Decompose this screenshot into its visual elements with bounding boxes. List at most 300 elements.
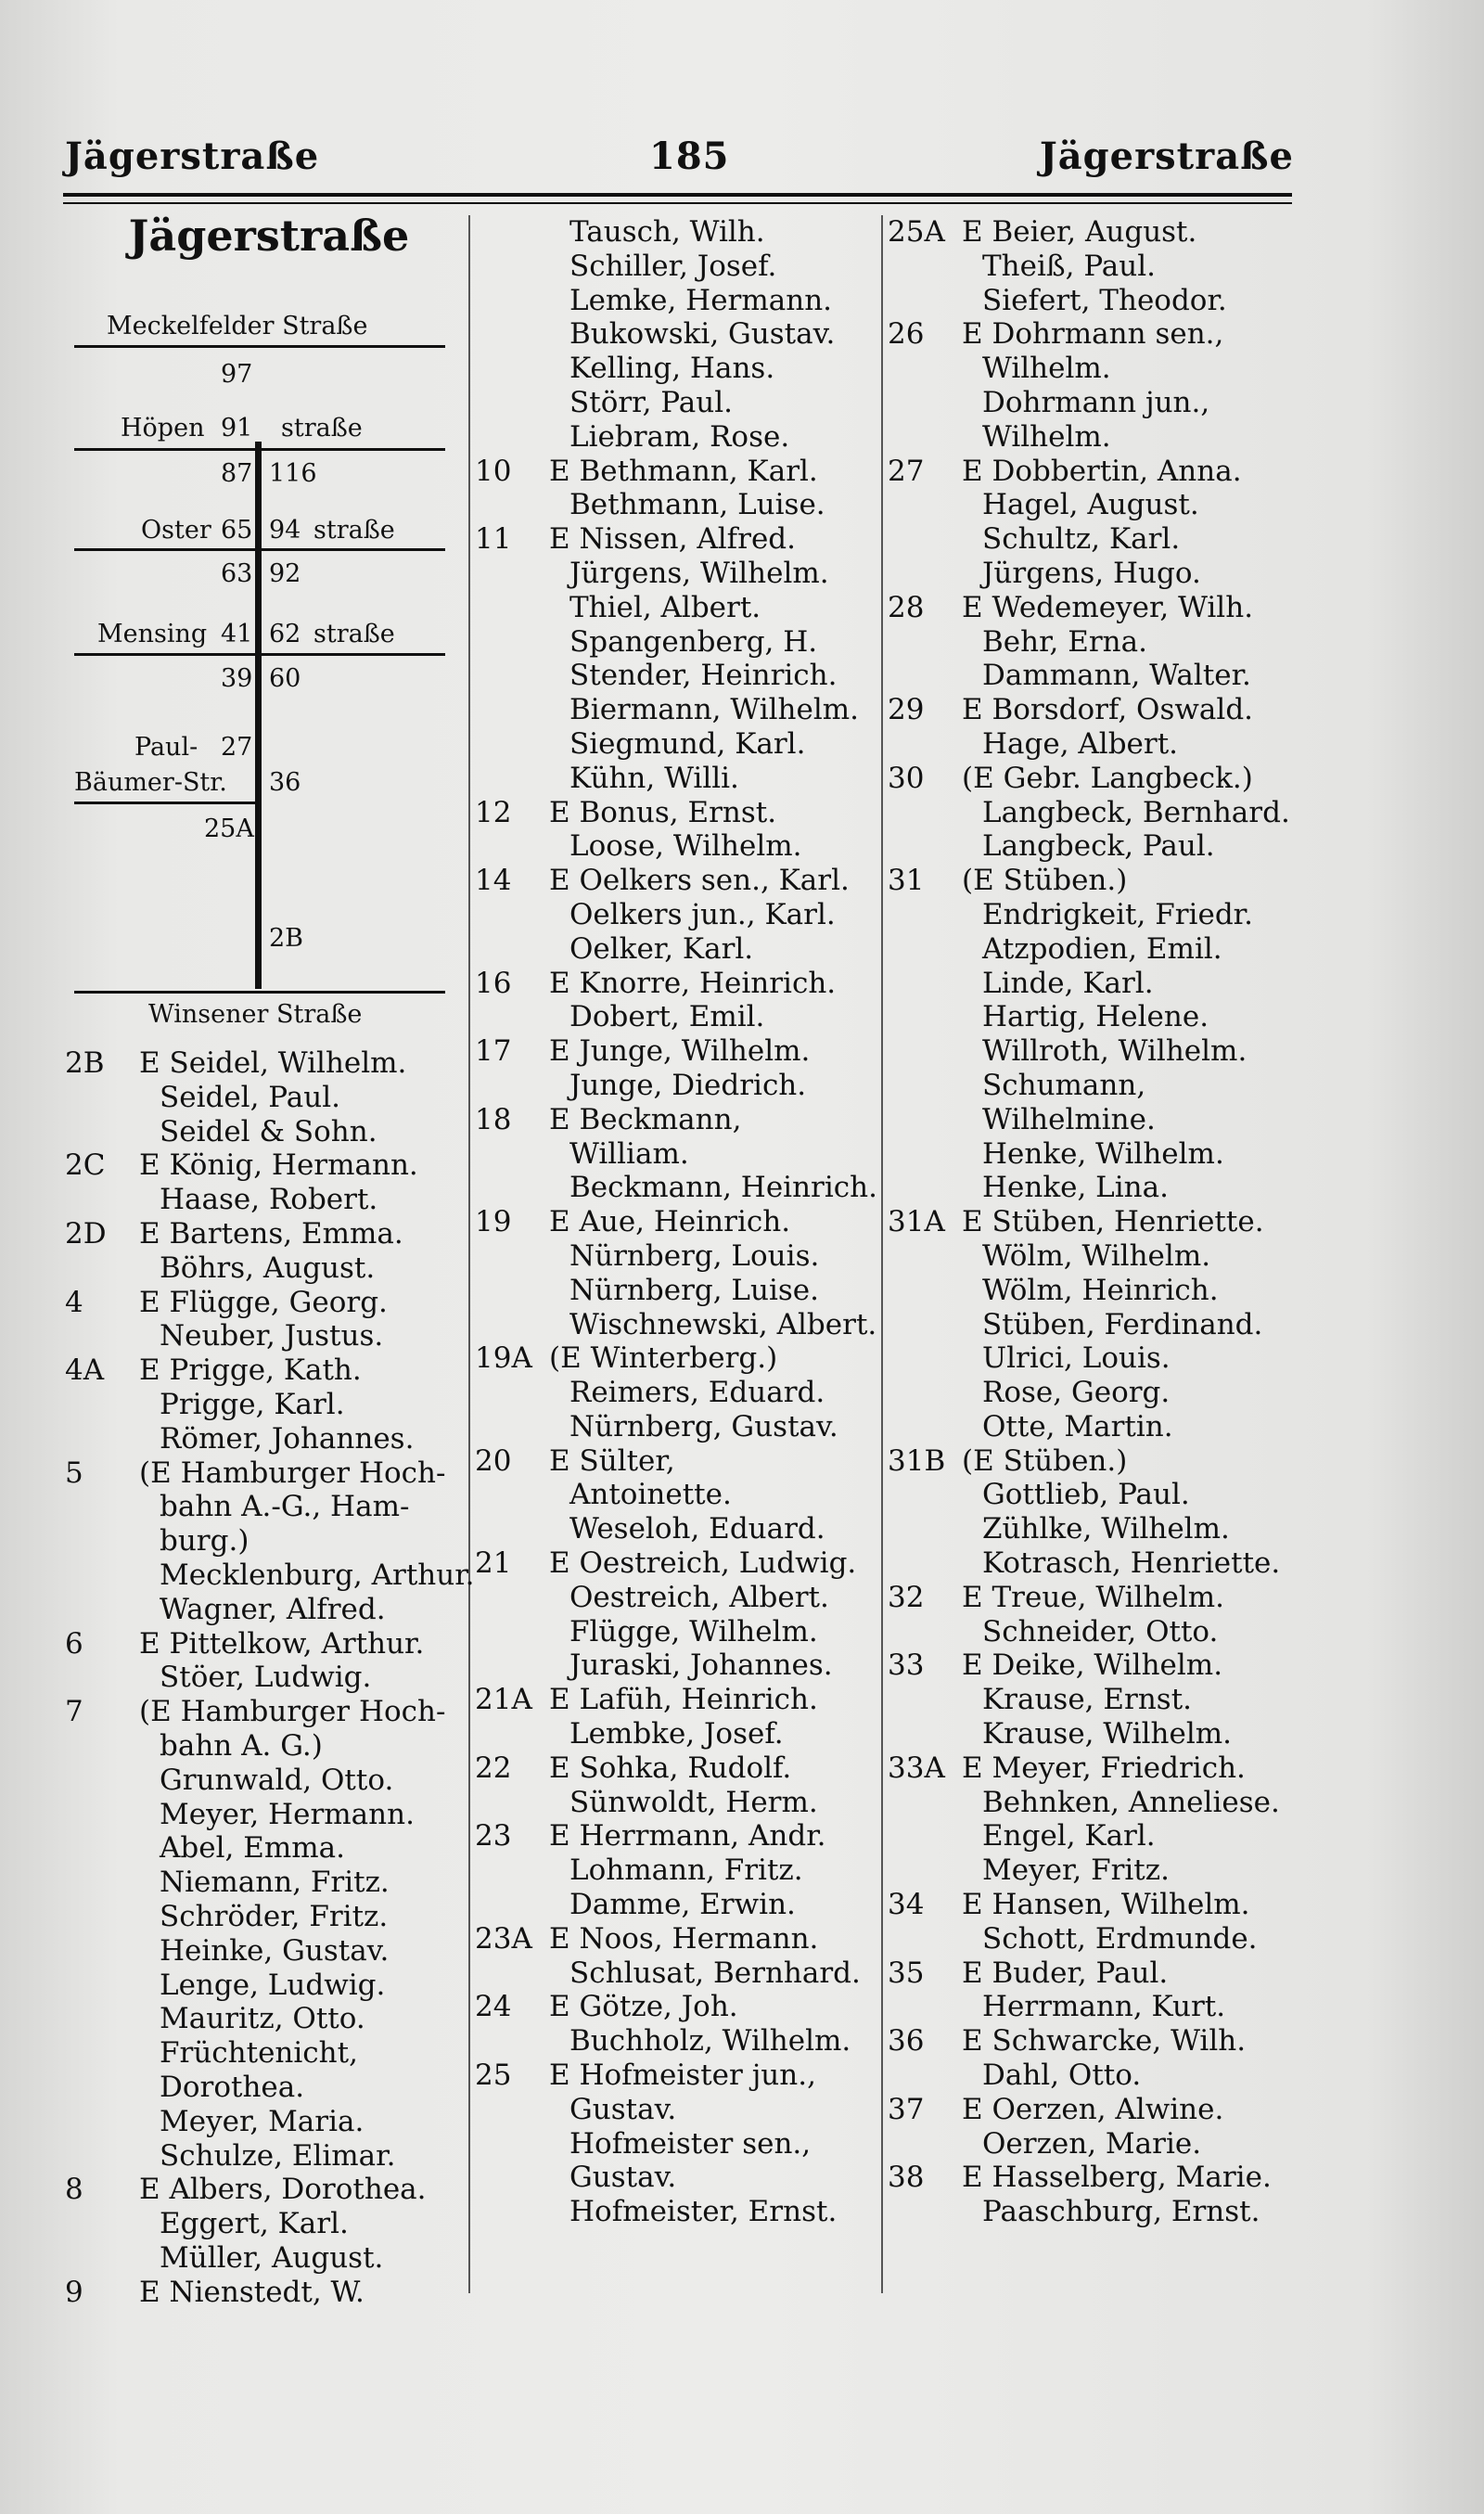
header-rule-thin xyxy=(63,202,1292,204)
resident-name: E Borsdorf, Oswald. xyxy=(962,693,1254,727)
resident-name: E Sülter, xyxy=(549,1443,675,1478)
resident-name: Krause, Wilhelm. xyxy=(982,1717,1233,1751)
directory-entry xyxy=(475,2024,883,2059)
directory-entry xyxy=(475,317,883,352)
directory-entry xyxy=(475,1751,883,1786)
house-number: 36 xyxy=(269,768,301,797)
house-number: 39 xyxy=(221,664,253,693)
resident-name: E Treue, Wilhelm. xyxy=(962,1580,1224,1614)
house-number: 65 xyxy=(221,516,253,545)
directory-entry xyxy=(888,284,1296,318)
directory-entry xyxy=(888,591,1296,625)
resident-name: (E Winterberg.) xyxy=(549,1341,778,1376)
resident-name: Wilhelmine. xyxy=(982,1102,1156,1136)
resident-name: E Wedemeyer, Wilh. xyxy=(962,590,1254,624)
resident-name: Oelkers jun., Karl. xyxy=(569,897,836,931)
directory-entry xyxy=(475,1546,883,1581)
directory-entry xyxy=(65,2036,473,2071)
resident-name: Tausch, Wilh. xyxy=(569,215,765,249)
directory-entry xyxy=(475,1069,883,1103)
directory-entry xyxy=(888,1205,1296,1239)
directory-entry xyxy=(65,1524,473,1558)
resident-name: E Bonus, Ernst. xyxy=(549,795,777,829)
entry-list xyxy=(65,1046,473,2309)
directory-entry xyxy=(888,1581,1296,1615)
resident-name: E Oelkers sen., Karl. xyxy=(549,864,850,898)
directory-entry xyxy=(475,1888,883,1922)
directory-entry xyxy=(65,1319,473,1353)
house-number: 7 xyxy=(65,1695,83,1729)
resident-name: E Schwarcke, Wilh. xyxy=(962,2024,1247,2059)
directory-entry xyxy=(65,2173,473,2207)
resident-name: E Albers, Dorothea. xyxy=(139,2173,427,2207)
directory-entry xyxy=(475,625,883,660)
resident-name: Antoinette. xyxy=(569,1478,732,1512)
directory-entry xyxy=(65,2105,473,2139)
directory-entry xyxy=(475,932,883,967)
directory-entry xyxy=(475,1648,883,1683)
resident-name: Jürgens, Wilhelm. xyxy=(569,556,829,590)
house-number: 2B xyxy=(269,924,304,953)
directory-entry xyxy=(475,1819,883,1853)
directory-entry xyxy=(888,1751,1296,1786)
resident-name: E Bethmann, Karl. xyxy=(549,454,818,488)
resident-name: Kelling, Hans. xyxy=(569,352,775,386)
resident-name: Beckmann, Heinrich. xyxy=(569,1171,877,1205)
resident-name: Prigge, Karl. xyxy=(160,1387,345,1421)
directory-entry xyxy=(475,727,883,762)
house-number: 6 xyxy=(65,1626,83,1661)
resident-name: (E Stüben.) xyxy=(962,1443,1128,1478)
resident-name: Schultz, Karl. xyxy=(982,522,1181,557)
cross-street-line xyxy=(74,653,445,656)
resident-name: Dohrmann jun., xyxy=(982,385,1210,419)
directory-entry xyxy=(888,796,1296,830)
directory-entry xyxy=(888,215,1296,250)
house-number: 62 xyxy=(269,620,301,648)
directory-entry xyxy=(888,1034,1296,1069)
house-number: 25A xyxy=(888,215,945,249)
resident-name: E Oestreich, Ludwig. xyxy=(549,1546,857,1581)
directory-entry xyxy=(475,762,883,796)
directory-entry xyxy=(65,1217,473,1251)
directory-entry xyxy=(475,420,883,455)
resident-name: bahn A.-G., Ham- xyxy=(160,1490,410,1524)
directory-entry xyxy=(475,2161,883,2195)
house-number: 2B xyxy=(65,1046,105,1080)
resident-name: E Buder, Paul. xyxy=(962,1956,1169,1990)
directory-entry xyxy=(475,1478,883,1512)
directory-entry xyxy=(475,488,883,522)
directory-entry xyxy=(475,967,883,1001)
directory-entry xyxy=(888,625,1296,660)
resident-name: Gottlieb, Paul. xyxy=(982,1478,1190,1512)
resident-name: Siegmund, Karl. xyxy=(569,726,806,761)
house-number: 11 xyxy=(475,522,512,557)
resident-name: Eggert, Karl. xyxy=(160,2207,349,2241)
resident-name: Engel, Karl. xyxy=(982,1819,1156,1853)
resident-name: Oerzen, Marie. xyxy=(982,2126,1202,2161)
resident-name: Otte, Martin. xyxy=(982,1409,1173,1443)
house-number: 21 xyxy=(475,1546,512,1581)
resident-name: Schneider, Otto. xyxy=(982,1614,1219,1648)
directory-entry xyxy=(888,488,1296,522)
resident-name: E Junge, Wilhelm. xyxy=(549,1034,811,1069)
directory-entry xyxy=(65,1046,473,1081)
directory-entry xyxy=(475,1000,883,1034)
resident-name: Römer, Johannes. xyxy=(160,1421,415,1456)
cross-street-label: Bäumer-Str. xyxy=(74,768,227,797)
resident-name: (E Hamburger Hoch- xyxy=(139,1456,446,1490)
resident-name: Lemke, Hermann. xyxy=(569,283,833,317)
house-number: 27 xyxy=(888,454,925,488)
resident-name: E Beckmann, xyxy=(549,1102,742,1136)
resident-name: Langbeck, Paul. xyxy=(982,829,1215,864)
house-number: 94 xyxy=(269,516,301,545)
top-street-label: Meckelfelder Straße xyxy=(107,312,368,340)
cross-street-label: Mensing xyxy=(97,620,208,648)
resident-name: Bethmann, Luise. xyxy=(569,488,825,522)
header-rule-thick xyxy=(63,193,1292,197)
resident-name: Wilhelm. xyxy=(982,419,1111,454)
bottom-street-label: Winsener Straße xyxy=(148,1000,363,1029)
resident-name: Kühn, Willi. xyxy=(569,761,739,795)
resident-name: Loose, Wilhelm. xyxy=(569,829,802,864)
resident-name: E Oerzen, Alwine. xyxy=(962,2092,1224,2126)
directory-entry xyxy=(475,1581,883,1615)
directory-entry xyxy=(65,1695,473,1729)
directory-entry xyxy=(475,2059,883,2093)
resident-name: Schröder, Fritz. xyxy=(160,1899,389,1933)
resident-name: Hagel, August. xyxy=(982,488,1199,522)
directory-entry xyxy=(65,1456,473,1491)
house-number: 19A xyxy=(475,1341,532,1376)
resident-name: Willroth, Wilhelm. xyxy=(982,1034,1247,1069)
directory-entry xyxy=(888,1239,1296,1274)
directory-entry xyxy=(475,2093,883,2127)
top-street-line xyxy=(74,345,445,348)
directory-entry xyxy=(65,2276,473,2310)
resident-name: Oelker, Karl. xyxy=(569,931,754,966)
resident-name: Behr, Erna. xyxy=(982,624,1147,659)
directory-entry xyxy=(888,898,1296,932)
directory-entry xyxy=(65,1115,473,1149)
resident-name: Hofmeister, Ernst. xyxy=(569,2195,838,2229)
resident-name: Schiller, Josef. xyxy=(569,249,777,283)
directory-entry xyxy=(475,1205,883,1239)
resident-name: Jürgens, Hugo. xyxy=(982,556,1201,590)
directory-entry xyxy=(65,2207,473,2241)
resident-name: Siefert, Theodor. xyxy=(982,283,1227,317)
directory-entry xyxy=(888,352,1296,386)
resident-name: Heinke, Gustav. xyxy=(160,1933,390,1968)
bottom-street-line xyxy=(74,991,445,994)
directory-entry xyxy=(888,829,1296,864)
resident-name: Nürnberg, Gustav. xyxy=(569,1409,838,1443)
resident-name: Thiel, Albert. xyxy=(569,590,761,624)
resident-name: Endrigkeit, Friedr. xyxy=(982,897,1253,931)
house-number: 33A xyxy=(888,1751,945,1785)
directory-entry xyxy=(65,1798,473,1832)
street-axis-line xyxy=(255,442,262,989)
directory-entry xyxy=(888,2059,1296,2093)
house-number: 9 xyxy=(65,2275,83,2309)
directory-entry xyxy=(888,762,1296,796)
column-2 xyxy=(475,215,883,2229)
resident-name: Weseloh, Eduard. xyxy=(569,1512,825,1546)
resident-name: E Hansen, Wilhelm. xyxy=(962,1888,1250,1922)
house-number: 31B xyxy=(888,1443,946,1478)
house-number: 30 xyxy=(888,761,925,795)
resident-name: burg.) xyxy=(160,1524,249,1558)
resident-name: Sünwoldt, Herm. xyxy=(569,1785,818,1819)
house-number: 92 xyxy=(269,559,301,588)
resident-name: Hartig, Helene. xyxy=(982,1000,1209,1034)
house-number: 34 xyxy=(888,1888,925,1922)
resident-name: E Hofmeister jun., xyxy=(549,2059,816,2093)
house-number: 36 xyxy=(888,2024,925,2059)
resident-name: Henke, Wilhelm. xyxy=(982,1136,1224,1171)
directory-entry xyxy=(65,1866,473,1900)
directory-entry xyxy=(475,352,883,386)
directory-entry xyxy=(475,898,883,932)
house-number: 5 xyxy=(65,1456,83,1490)
directory-entry xyxy=(475,386,883,420)
directory-entry xyxy=(475,796,883,830)
directory-entry xyxy=(475,693,883,727)
house-number: 25A xyxy=(204,814,254,843)
house-number: 41 xyxy=(221,620,253,648)
house-number: 14 xyxy=(475,864,512,898)
column-1 xyxy=(65,211,475,2309)
resident-name: Linde, Karl. xyxy=(982,966,1154,1000)
directory-entry xyxy=(65,1558,473,1593)
resident-name: Wölm, Heinrich. xyxy=(982,1273,1219,1307)
directory-entry xyxy=(475,1853,883,1888)
resident-name: Haase, Robert. xyxy=(160,1183,378,1217)
house-number: 20 xyxy=(475,1443,512,1478)
directory-entry xyxy=(65,1183,473,1217)
resident-name: Gustav. xyxy=(569,2161,677,2195)
resident-name: Dorothea. xyxy=(160,2070,305,2104)
directory-entry xyxy=(475,1786,883,1820)
resident-name: Reimers, Eduard. xyxy=(569,1376,825,1410)
resident-name: Lenge, Ludwig. xyxy=(160,1968,386,2002)
resident-name: Grunwald, Otto. xyxy=(160,1763,394,1797)
directory-entry xyxy=(475,1512,883,1546)
directory-entry xyxy=(888,317,1296,352)
directory-entry xyxy=(65,1661,473,1695)
resident-name: Spangenberg, H. xyxy=(569,624,818,659)
resident-name: E Sohka, Rudolf. xyxy=(549,1751,792,1785)
resident-name: Atzpodien, Emil. xyxy=(982,931,1222,966)
cross-street-line xyxy=(74,448,445,451)
directory-entry xyxy=(888,1171,1296,1205)
directory-entry xyxy=(65,1422,473,1456)
resident-name: (E Gebr. Langbeck.) xyxy=(962,761,1253,795)
directory-entry xyxy=(888,1376,1296,1410)
resident-name: Hofmeister sen., xyxy=(569,2126,812,2161)
directory-entry xyxy=(65,1388,473,1422)
directory-entry xyxy=(888,1853,1296,1888)
resident-name: Rose, Georg. xyxy=(982,1376,1171,1410)
directory-entry xyxy=(475,215,883,250)
resident-name: Meyer, Maria. xyxy=(160,2104,365,2138)
house-number: 17 xyxy=(475,1034,512,1069)
directory-entry xyxy=(888,386,1296,420)
directory-entry xyxy=(888,420,1296,455)
directory-entry xyxy=(65,2241,473,2276)
house-number: 63 xyxy=(221,559,253,588)
resident-name: Abel, Emma. xyxy=(160,1831,345,1866)
directory-entry xyxy=(475,1717,883,1751)
directory-entry xyxy=(888,1410,1296,1444)
resident-name: Wischnewski, Albert. xyxy=(569,1307,877,1341)
directory-entry xyxy=(475,1103,883,1137)
resident-name: E Beier, August. xyxy=(962,215,1197,249)
directory-entry xyxy=(475,1615,883,1649)
resident-name: Meyer, Hermann. xyxy=(160,1797,415,1831)
directory-entry xyxy=(888,557,1296,591)
directory-entry xyxy=(888,1546,1296,1581)
resident-name: Seidel & Sohn. xyxy=(160,1114,377,1148)
resident-name: E Dohrmann sen., xyxy=(962,317,1224,352)
resident-name: E Nissen, Alfred. xyxy=(549,522,796,557)
house-number: 23A xyxy=(475,1921,532,1956)
resident-name: Schlusat, Bernhard. xyxy=(569,1956,861,1990)
directory-entry xyxy=(475,2127,883,2161)
resident-name: E Prigge, Kath. xyxy=(139,1353,362,1388)
street-diagram xyxy=(65,302,454,1035)
directory-entry xyxy=(888,1615,1296,1649)
house-number: 38 xyxy=(888,2161,925,2195)
house-number: 37 xyxy=(888,2092,925,2126)
directory-entry xyxy=(888,1922,1296,1956)
directory-entry xyxy=(888,727,1296,762)
resident-name: Biermann, Wilhelm. xyxy=(569,693,859,727)
resident-name: Zühlke, Wilhelm. xyxy=(982,1512,1230,1546)
cross-street-label: Höpen xyxy=(121,414,205,443)
resident-name: Hage, Albert. xyxy=(982,726,1179,761)
resident-name: Dammann, Walter. xyxy=(982,659,1251,693)
directory-entry xyxy=(888,2024,1296,2059)
street-title: Jägerstraße xyxy=(128,211,410,261)
cross-street-label: straße xyxy=(281,414,363,443)
directory-entry xyxy=(888,1478,1296,1512)
resident-name: E Götze, Joh. xyxy=(549,1990,738,2024)
directory-entry xyxy=(475,557,883,591)
resident-name: Paaschburg, Ernst. xyxy=(982,2195,1260,2229)
house-number: 27 xyxy=(221,733,253,762)
resident-name: Stüben, Ferdinand. xyxy=(982,1307,1263,1341)
resident-name: (E Stüben.) xyxy=(962,864,1128,898)
directory-entry xyxy=(65,1764,473,1798)
entry-list xyxy=(888,215,1296,2229)
directory-entry xyxy=(888,2127,1296,2161)
directory-entry xyxy=(475,1956,883,1991)
resident-name: Damme, Erwin. xyxy=(569,1888,796,1922)
resident-name: E Herrmann, Andr. xyxy=(549,1819,826,1853)
resident-name: Behnken, Anneliese. xyxy=(982,1785,1280,1819)
resident-name: (E Hamburger Hoch- xyxy=(139,1695,446,1729)
directory-entry xyxy=(65,1934,473,1969)
resident-name: E Meyer, Friedrich. xyxy=(962,1751,1246,1785)
house-number: 33 xyxy=(888,1648,925,1683)
house-number: 87 xyxy=(221,459,253,488)
directory-entry xyxy=(475,1444,883,1479)
resident-name: Stender, Heinrich. xyxy=(569,659,838,693)
resident-name: Dobert, Emil. xyxy=(569,1000,765,1034)
resident-name: Niemann, Fritz. xyxy=(160,1866,390,1900)
resident-name: Junge, Diedrich. xyxy=(569,1068,807,1102)
directory-entry xyxy=(475,284,883,318)
resident-name: bahn A. G.) xyxy=(160,1728,323,1763)
directory-entry xyxy=(888,1274,1296,1308)
directory-entry xyxy=(888,250,1296,284)
directory-entry xyxy=(475,2195,883,2229)
directory-entry xyxy=(475,522,883,557)
directory-entry xyxy=(65,1148,473,1183)
resident-name: Kotrasch, Henriette. xyxy=(982,1546,1281,1581)
directory-entry xyxy=(475,829,883,864)
directory-entry xyxy=(475,1308,883,1342)
resident-name: Dahl, Otto. xyxy=(982,2059,1142,2093)
house-number: 22 xyxy=(475,1751,512,1785)
directory-entry xyxy=(475,591,883,625)
directory-entry xyxy=(475,1239,883,1274)
cross-street-label: Paul- xyxy=(134,733,198,762)
resident-name: Lohmann, Fritz. xyxy=(569,1853,803,1888)
cross-street-line xyxy=(74,802,260,804)
house-number: 24 xyxy=(475,1990,512,2024)
resident-name: Lembke, Josef. xyxy=(569,1717,784,1751)
house-number: 29 xyxy=(888,693,925,727)
directory-entry xyxy=(475,1683,883,1717)
house-number: 60 xyxy=(269,664,301,693)
resident-name: Langbeck, Bernhard. xyxy=(982,795,1290,829)
directory-entry xyxy=(475,250,883,284)
resident-name: Wilhelm. xyxy=(982,352,1111,386)
house-number: 18 xyxy=(475,1102,512,1136)
directory-entry xyxy=(888,967,1296,1001)
resident-name: William. xyxy=(569,1136,689,1171)
directory-entry xyxy=(475,1171,883,1205)
house-number: 21A xyxy=(475,1683,532,1717)
resident-name: Müller, August. xyxy=(160,2240,384,2275)
cross-street-label: straße xyxy=(313,516,395,545)
house-number: 97 xyxy=(221,360,253,389)
running-head-right: Jägerstraße xyxy=(1039,135,1294,178)
resident-name: Bukowski, Gustav. xyxy=(569,317,836,352)
directory-entry xyxy=(65,2071,473,2105)
directory-entry xyxy=(888,1786,1296,1820)
house-number: 2D xyxy=(65,1216,107,1251)
resident-name: E Nienstedt, W. xyxy=(139,2275,365,2309)
house-number: 16 xyxy=(475,966,512,1000)
resident-name: Theiß, Paul. xyxy=(982,249,1156,283)
resident-name: Flügge, Wilhelm. xyxy=(569,1614,818,1648)
directory-entry xyxy=(888,659,1296,693)
directory-entry xyxy=(475,1376,883,1410)
directory-entry xyxy=(475,1990,883,2024)
page-number: 185 xyxy=(649,135,730,178)
resident-name: Ulrici, Louis. xyxy=(982,1341,1171,1376)
directory-entry xyxy=(65,1081,473,1115)
directory-entry xyxy=(65,2139,473,2174)
house-number: 35 xyxy=(888,1956,925,1990)
directory-entry xyxy=(65,1831,473,1866)
resident-name: E Stüben, Henriette. xyxy=(962,1205,1264,1239)
